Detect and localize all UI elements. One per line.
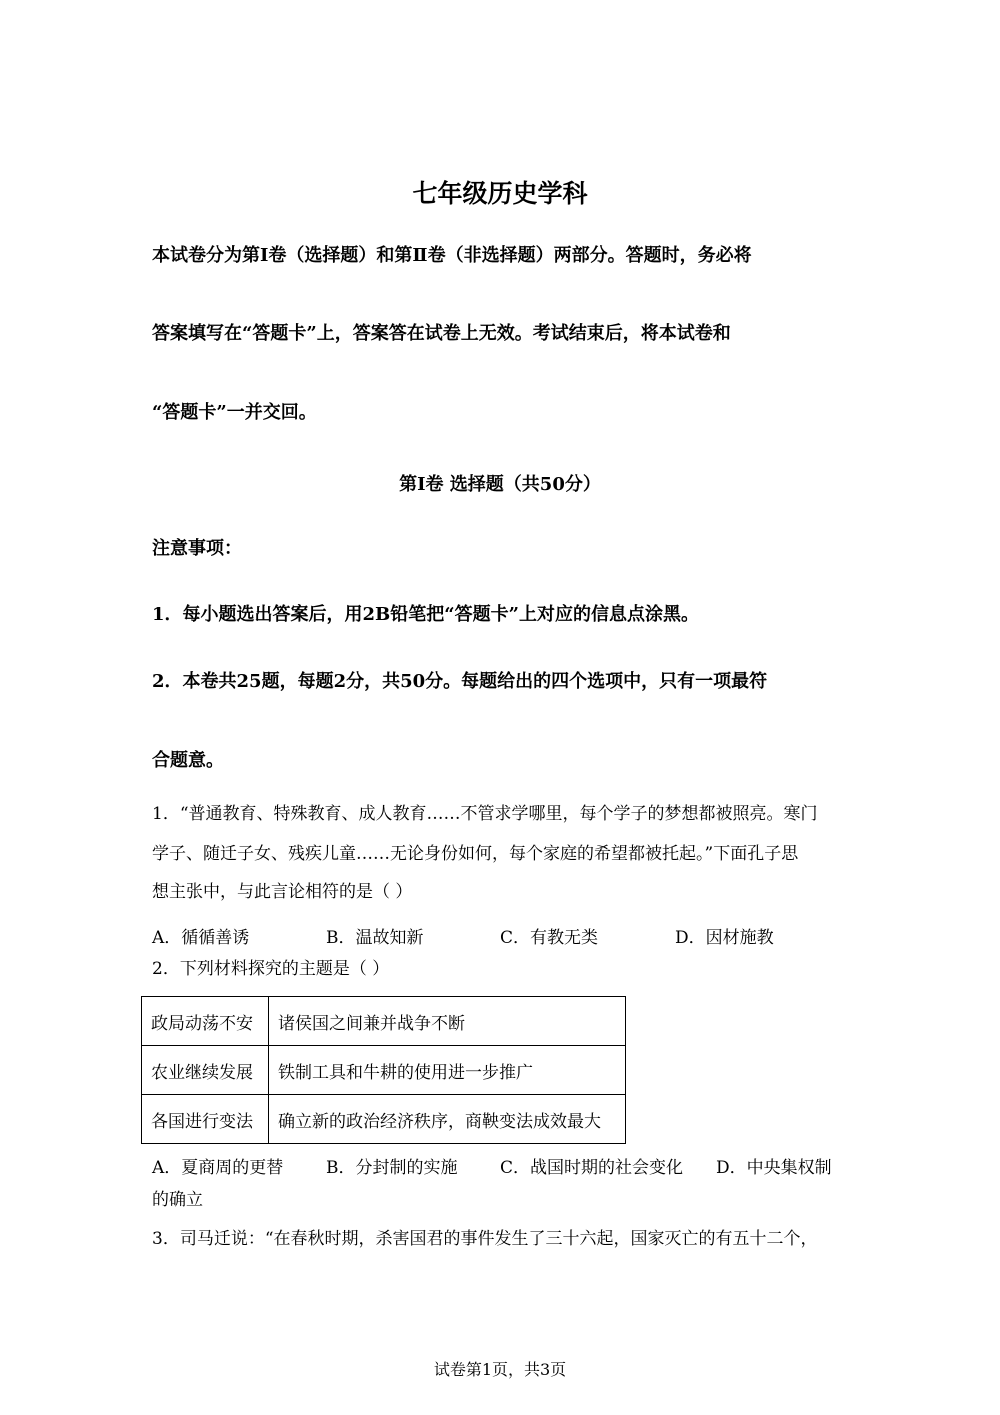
table-cell: 各国进行变法 — [142, 1095, 269, 1144]
question-1-line: 想主张中，与此言论相符的是（ ） — [152, 882, 413, 902]
material-table — [141, 996, 626, 1144]
page-title: 七年级历史学科 — [412, 179, 588, 208]
option-a: A．循循善诱 — [152, 928, 250, 948]
option-c: C．战国时期的社会变化 — [500, 1158, 684, 1178]
table-cell: 农业继续发展 — [142, 1046, 269, 1095]
option-d: D．因材施教 — [675, 928, 774, 948]
question-1-line: 学子、随迁子女、残疾儿童……无论身份如何，每个家庭的希望都被托起。”下面孔子思 — [152, 844, 799, 864]
intro-line: 答案填写在“答题卡”上，答案答在试卷上无效。考试结束后，将本试卷和 — [152, 323, 731, 344]
question-3-stem: 3．司马迁说：“在春秋时期，杀害国君的事件发生了三十六起，国家灭亡的有五十二个， — [152, 1229, 818, 1249]
option-c: C．有教无类 — [500, 928, 599, 948]
question-1-line: 1．“普通教育、特殊教育、成人教育……不管求学哪里，每个学子的梦想都被照亮。寒门 — [152, 804, 818, 824]
table-cell: 铁制工具和牛耕的使用进一步推广 — [269, 1046, 626, 1095]
section-title: 第Ⅰ卷 选择题（共50分） — [399, 474, 601, 495]
table-cell: 确立新的政治经济秩序，商鞅变法成效最大 — [269, 1095, 626, 1144]
option-b: B．分封制的实施 — [326, 1158, 458, 1178]
option-d-wrap: 的确立 — [152, 1190, 203, 1210]
table-cell: 政局动荡不安 — [142, 997, 269, 1046]
option-a: A．夏商周的更替 — [152, 1158, 284, 1178]
table-row — [142, 1095, 626, 1144]
notice-heading: 注意事项： — [152, 538, 242, 559]
table-row — [142, 1046, 626, 1095]
option-b: B．温故知新 — [326, 928, 424, 948]
page-footer: 试卷第1页，共3页 — [433, 1360, 567, 1379]
intro-line: “答题卡”一并交回。 — [152, 402, 317, 423]
question-2-stem: 2．下列材料探究的主题是（ ） — [152, 959, 390, 979]
option-d: D．中央集权制 — [716, 1158, 832, 1178]
notice-item: 1．每小题选出答案后，用2B铅笔把“答题卡”上对应的信息点涂黑。 — [152, 604, 699, 625]
table-row — [142, 997, 626, 1046]
intro-line: 本试卷分为第Ⅰ卷（选择题）和第Ⅱ卷（非选择题）两部分。答题时，务必将 — [152, 245, 752, 266]
notice-item: 合题意。 — [152, 750, 224, 771]
notice-item: 2．本卷共25题，每题2分，共50分。每题给出的四个选项中，只有一项最符 — [152, 671, 768, 692]
table-cell: 诸侯国之间兼并战争不断 — [269, 997, 626, 1046]
